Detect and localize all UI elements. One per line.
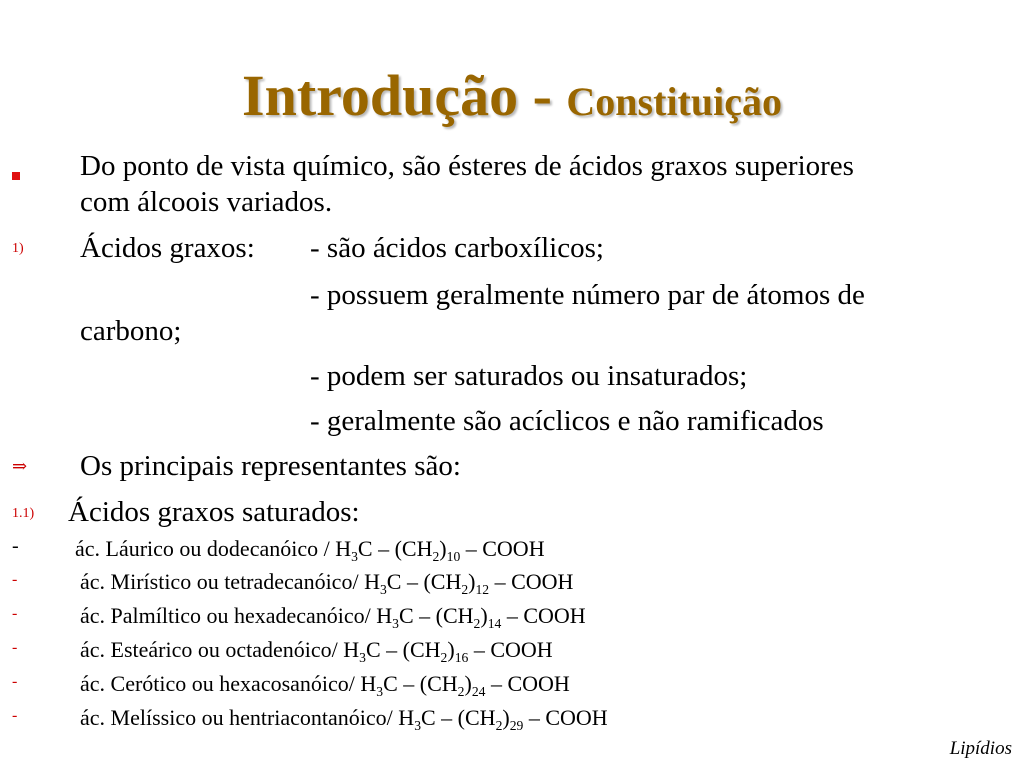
bullet-2-item-4: - geralmente são acíclicos e não ramificados xyxy=(310,405,824,437)
formula-n-sub: 12 xyxy=(475,581,490,597)
formula-ch-sub: 2 xyxy=(457,683,465,699)
formula-close: ) xyxy=(464,671,472,696)
formula-h: H xyxy=(376,603,393,628)
formula-h-sub: 3 xyxy=(392,615,399,631)
formula-close: ) xyxy=(439,536,447,561)
acid-name: ác. Palmíltico ou hexadecanóico/ xyxy=(80,603,377,628)
formula-tail: – COOH xyxy=(501,603,586,628)
double-arrow-icon: ⇒ xyxy=(12,456,28,476)
formula-tail: – COOH xyxy=(523,705,608,730)
acid-row-marker: - xyxy=(12,707,18,724)
acid-name: ác. Láurico ou dodecanóico / xyxy=(75,536,336,561)
bullet-4-text: Ácidos graxos saturados: xyxy=(68,496,360,528)
acid-row-marker: - xyxy=(12,673,18,690)
formula-ch-sub: 2 xyxy=(432,548,440,564)
acid-name: ác. Cerótico ou hexacosanóico/ xyxy=(80,671,361,696)
acid-row xyxy=(80,602,586,630)
formula-h-sub: 3 xyxy=(379,581,387,597)
formula-close: ) xyxy=(447,637,455,662)
square-bullet-icon xyxy=(12,167,20,185)
formula-h-sub: 3 xyxy=(414,717,421,733)
bullet-3-text: Os principais representantes são: xyxy=(80,450,461,482)
formula-h: H xyxy=(398,705,415,730)
formula-ch-sub: 2 xyxy=(440,649,448,665)
formula-c-dash: C – (CH xyxy=(398,603,474,628)
formula-h: H xyxy=(364,569,380,594)
formula-ch-sub: 2 xyxy=(473,615,481,631)
formula-c-dash: C – (CH xyxy=(386,569,462,594)
formula-c-dash: C – (CH xyxy=(421,705,496,730)
formula-n-sub: 24 xyxy=(471,683,486,699)
bullet-4-marker: 1.1) xyxy=(12,506,35,521)
bullet-2-marker: 1) xyxy=(12,241,24,256)
formula-tail: – COOH xyxy=(485,671,570,696)
acid-row-marker: - xyxy=(12,535,19,557)
acid-row-marker: - xyxy=(12,605,18,622)
formula-tail: – COOH xyxy=(460,536,545,561)
acid-row xyxy=(75,535,545,563)
formula-close: ) xyxy=(502,705,510,730)
acid-row xyxy=(80,636,553,664)
formula-n-sub: 14 xyxy=(487,615,502,631)
formula-c-dash: C – (CH xyxy=(365,637,441,662)
acid-row-marker: - xyxy=(12,639,18,656)
formula-h-sub: 3 xyxy=(376,683,384,699)
formula-n-sub: 29 xyxy=(509,717,524,733)
formula-h: H xyxy=(360,671,377,696)
formula-h: H xyxy=(335,536,352,561)
acid-row xyxy=(80,670,570,698)
bullet-2-item-3: - podem ser saturados ou insaturados; xyxy=(310,360,748,392)
title-sub: Constituição xyxy=(566,79,782,124)
formula-ch-sub: 2 xyxy=(495,717,503,733)
bullet-2-item-1: - são ácidos carboxílicos; xyxy=(310,232,604,264)
acid-name: ác. Mirístico ou tetradecanóico/ xyxy=(80,569,365,594)
acid-name: ác. Esteárico ou octadenóico/ xyxy=(80,637,344,662)
acid-row xyxy=(80,704,608,732)
bullet-2-item-2: - possuem geralmente número par de átomos de xyxy=(310,279,865,311)
formula-h: H xyxy=(343,637,360,662)
formula-c-dash: C – (CH xyxy=(383,671,458,696)
formula-tail: – COOH xyxy=(468,637,553,662)
bullet-2-label: Ácidos graxos: xyxy=(80,232,255,264)
bullet-2-item-2-cont: carbono; xyxy=(80,315,182,347)
formula-n-sub: 16 xyxy=(454,649,469,665)
acid-name: ác. Melíssico ou hentriacontanóico/ xyxy=(80,705,399,730)
formula-ch-sub: 2 xyxy=(461,581,469,597)
formula-close: ) xyxy=(480,603,488,628)
formula-close: ) xyxy=(468,569,476,594)
footer-label: Lipídios xyxy=(949,738,1012,759)
formula-h-sub: 3 xyxy=(359,649,366,665)
formula-n-sub: 10 xyxy=(446,548,461,564)
title-main: Introdução - xyxy=(242,63,567,128)
acid-row-marker: - xyxy=(12,571,18,588)
formula-c-dash: C – (CH xyxy=(357,536,433,561)
formula-h-sub: 3 xyxy=(351,548,358,564)
slide-title xyxy=(0,62,1024,129)
formula-tail: – COOH xyxy=(489,569,574,594)
bullet-1-line-2: com álcoois variados. xyxy=(80,186,333,218)
bullet-1-line-1: Do ponto de vista químico, são ésteres de ácidos graxos superiores xyxy=(80,150,854,182)
acid-row xyxy=(80,568,573,596)
